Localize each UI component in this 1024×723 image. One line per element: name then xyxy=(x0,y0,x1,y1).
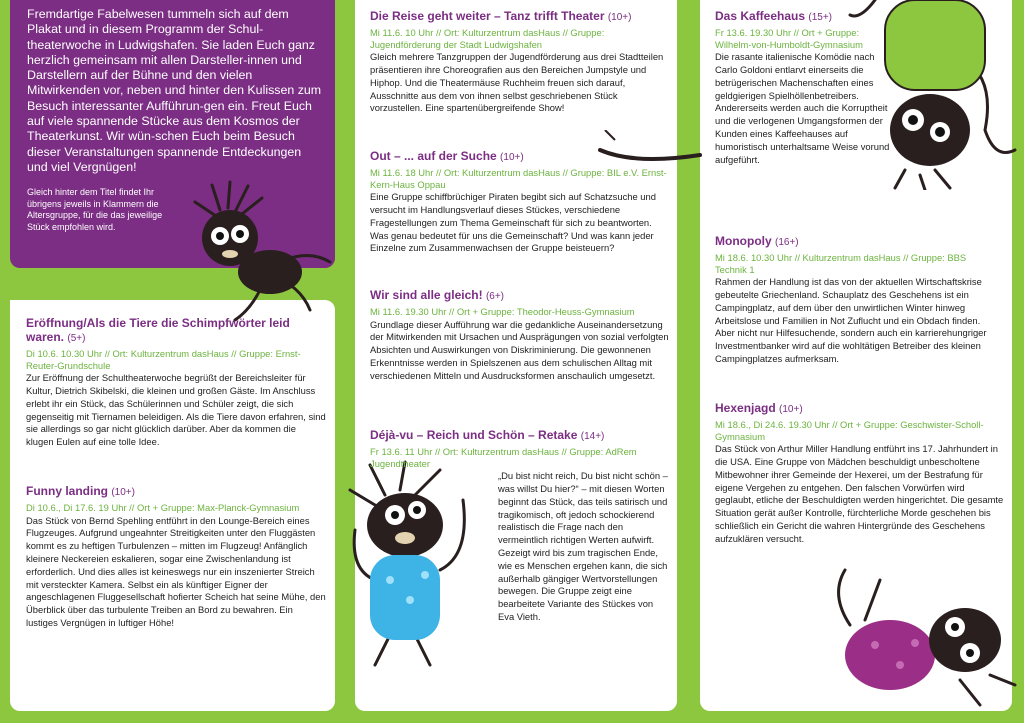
age-group-note: Gleich hinter dem Titel findet Ihr übrigens jeweils in Klammern die Altersgruppe, für die das jeweilige Stück empfohlen wird. xyxy=(27,187,163,233)
age-group: (10+) xyxy=(779,404,803,415)
entry-meta: Mi 18.6. 10.30 Uhr // Kulturzentrum dasHaus // Gruppe: BBS Technik 1 xyxy=(715,252,967,275)
program-entry xyxy=(26,316,326,449)
program-entry xyxy=(370,9,670,115)
entry-title: Die Reise geht weiter – Tanz trifft Theater (10+) xyxy=(370,9,632,23)
age-group: (10+) xyxy=(500,152,524,163)
entry-title: Das Kaffeehaus (15+) xyxy=(715,9,833,23)
entry-meta: Mi 18.6., Di 24.6. 19.30 Uhr // Ort + Gruppe: Geschwister-Scholl-Gymnasium xyxy=(715,419,984,442)
age-group: (15+) xyxy=(808,12,833,23)
entry-description: Das Stück von Bernd Spehling entführt in den Lounge-Bereich eines Flugzeuges. Aufgrund ungeahnter Streitigkeiten unter den Fluggästen kommt es zu heftigen Turbulenzen – mitten im Flugzeug! Anfänglich kleinere Neckereien eskalieren, sogar eine Zwischenlandung ist erforderlich. Und dies alles ist keineswegs nur ein inszenierter Streich mit versteckter Kamera. Selbst ein als künftiger Eigner der angeschlagenen Fluggesellschaft hofierter Scheich hat seine Mühe, den Überblick über das turbulente Treiben an Bord zu bewahren. Ein lustiges Vergnügen in luftiger Höhe! xyxy=(26,514,326,628)
entry-title: Funny landing (10+) xyxy=(26,484,135,498)
creature-bottom-right-illustration xyxy=(820,565,1020,710)
entry-title: Hexenjagd (10+) xyxy=(715,401,803,415)
program-entry xyxy=(370,288,670,383)
program-entry xyxy=(370,149,670,255)
program-entry xyxy=(370,428,670,624)
entry-description: Die rasante italienische Komödie nach Carlo Goldoni entlarvt einerseits die betrügerischen Machenschaften eines geldgierigen Spielhöllenbetreibers. Andererseits werden auch die Korruptheit und die verlogenen Umgangsformen der Kunden eines Kaffeehauses auf humoristisch unterhaltsame Weise vorund aufgeführt. xyxy=(715,51,890,165)
age-group: (10+) xyxy=(111,487,135,498)
entry-meta: Fr 13.6. 19.30 Uhr // Ort + Gruppe: Wilhelm-von-Humboldt-Gymnasium xyxy=(715,27,863,50)
creature-left-illustration xyxy=(190,180,340,330)
entry-description: Eine Gruppe schiffbrüchiger Piraten begibt sich auf Schatzsuche und versucht im Handlungsverlauf dieses Stückes, verschiedene Fragestellungen zum Thema Gemeinschaft für sich zu beantworten. Was genau bedeutet für uns die Gemeinschaft? Und was kann jeder Einzelne zum Zusammenwachsen der Gruppe beisteuern? xyxy=(370,191,656,254)
entry-title: Déjà-vu – Reich und Schön – Retake (14+) xyxy=(370,428,605,442)
age-group: (16+) xyxy=(775,237,799,248)
program-entry xyxy=(715,401,1005,546)
entry-meta: Di 10.6. 10.30 Uhr // Ort: Kulturzentrum dasHaus // Gruppe: Ernst-Reuter-Grundschule xyxy=(26,348,301,371)
age-group: (14+) xyxy=(580,431,605,442)
entry-description: Zur Eröffnung der Schultheaterwoche begrüßt der Bereichsleiter für Kultur, Dietrich Skibelski, die kleinen und großen Gäste. Im Anschluss erlebt ihr ein Stück, das Schülerinnen und Schüler zeigt, die sich gegenseitig mit Tiernamen beleidigen. Als die Tiere davon erfahren, sind sie allerdings so gar nicht glücklich darüber. Aber da kommen die klugen Eulen auf eine tolle Idee. xyxy=(26,372,326,448)
entry-description: Grundlage dieser Aufführung war die gedankliche Auseinandersetzung der Mitwirkenden mit Ursachen und Ausprägungen von sozial verfolgten Absichten und Auswirkungen von Diskriminierung. Die gewonnenen Erkenntnisse werden in Spielszenen aus dem schulischen Alltag mit verschiedenen Mitteln und Ausdrucksformen anschaulich umgesetzt. xyxy=(370,318,669,381)
entry-meta: Fr 13.6. 11 Uhr // Ort: Kulturzentrum dasHaus // Gruppe: AdRem Jugendtheater xyxy=(370,446,637,469)
entry-meta: Mi 11.6. 18 Uhr // Ort: Kulturzentrum dasHaus // Gruppe: BIL e.V. Ernst-Kern-Haus Oppau xyxy=(370,167,667,190)
entry-meta: Mi 11.6. 19.30 Uhr // Ort + Gruppe: Theodor-Heuss-Gymnasium xyxy=(370,306,635,317)
entry-title: Monopoly (16+) xyxy=(715,234,799,248)
age-group: (10+) xyxy=(607,12,632,23)
intro-text: Fremdartige Fabelwesen tummeln sich auf dem Plakat und in diesem Programm der Schul-theaterwoche in Ludwigshafen. Sie laden Euch ganz herzlich gemeinsam mit allen Darsteller-innen und Darstellern auf der Bühne und den vielen Mitwirkenden vor, neben und hinter den Kulissen zum Besuch interessanter Aufführun-gen ein. Freut Euch auf viele spannende Stücke aus dem Kosmos der Theaterkunst. Wir wün-schen Euch beim Besuch dieser Veranstaltungen spannende Entdeckungen und viel Vergnügen! xyxy=(27,7,322,174)
program-entry xyxy=(715,234,1000,366)
program-entry xyxy=(26,484,326,630)
entry-description: Das Stück von Arthur Miller Handlung entführt ins 17. Jahrhundert in die USA. Eine Gruppe von Mädchen beschuldigt unbescholtene Mitbewohner ihrer Gemeinde der Hexerei, um der Bestrafung für eigene Vergehen zu entgehen. Den falschen Vorwürfen wird geglaubt, etliche der Beschuldigten werden hingerichtet. Die gesamte Situation gerät außer Kontrolle, fürchterliche Morde geschehen bis schließlich ein Gericht die wahren Hintergründe des Geschehens aufzuklären versucht. xyxy=(715,443,1004,544)
entry-description: „Du bist nicht reich, Du bist nicht schön – was willst Du hier?“ – mit diesen Worten beginnt das Stück, das teils satirisch und tragikomisch, oft jedoch schockierend realistisch die Frage nach den vermeintlich richtigen Werten aufwirft. Gezeigt wird bis zum tragischen Ende, wie es Menschen ergehen kann, die sich außerhalb gängiger Wertvorstellungen bewegen. Die Gruppe zeigt eine bearbeitete Variante des Stückes von Eva Vieth. xyxy=(498,470,668,622)
entry-description: Rahmen der Handlung ist das von der aktuellen Wirtschaftskrise gebeutelte Griechenland. Schauplatz des Geschehens ist ein Campingplatz, auf dem über den unwirtlichen Winter hinweg Arbeitslose und Familien in Not Zuflucht und ein Obdach finden. Aber nicht nur Hilfesuchende, sondern auch ein karrierehungriger Investmentbanker wird auf die wohltätigen Betreiber des kleinen Campingplatzes aufmerksam. xyxy=(715,276,987,364)
entry-title: Eröffnung/Als die Tiere die Schimpfwörter leid waren. (5+) xyxy=(26,316,290,344)
age-group: (5+) xyxy=(67,333,86,344)
entry-meta: Mi 11.6. 10 Uhr // Ort: Kulturzentrum dasHaus // Gruppe: Jugendförderung der Stadt Ludwigshafen xyxy=(370,27,605,50)
entry-title: Wir sind alle gleich! (6+) xyxy=(370,288,504,302)
entry-title: Out – ... auf der Suche (10+) xyxy=(370,149,524,163)
entry-meta: Di 10.6., Di 17.6. 19 Uhr // Ort + Gruppe: Max-Planck-Gymnasium xyxy=(26,502,300,513)
program-entry xyxy=(715,9,890,166)
age-group: (6+) xyxy=(485,291,504,302)
entry-description: Gleich mehrere Tanzgruppen der Jugendförderung aus drei Stadtteilen präsentieren ihre Choreografien aus den Bereichen Jumpstyle und Hiphop. Und die Theatermäuse Ruchheim freuen sich darauf, Ausschnitte aus dem von ihnen selbst geschriebenen Stück vorzustellen. Eine spartenübergreifende Show! xyxy=(370,51,664,114)
